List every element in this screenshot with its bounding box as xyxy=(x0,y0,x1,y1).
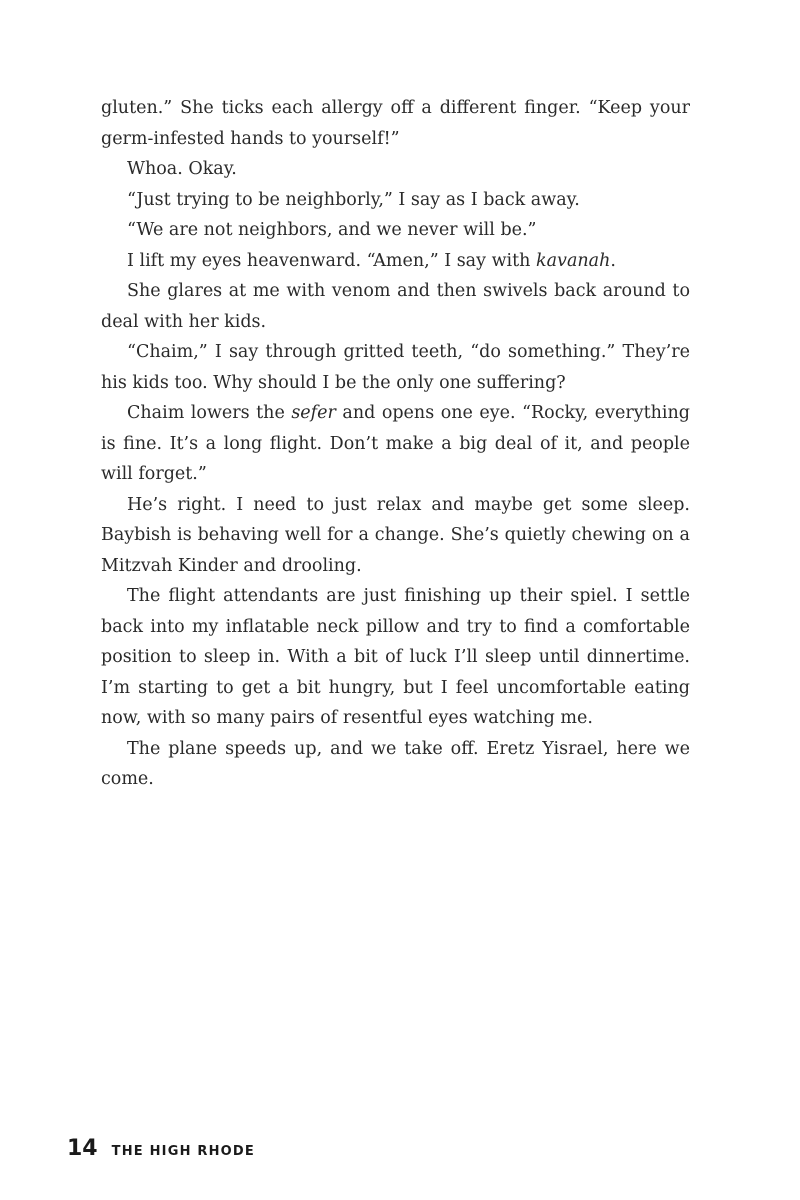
paragraph xyxy=(101,398,690,490)
paragraph xyxy=(101,185,690,216)
paragraph xyxy=(101,276,690,337)
paragraph xyxy=(101,734,690,795)
paragraph xyxy=(101,215,690,246)
text-run: Whoa. Okay. xyxy=(127,159,237,179)
text-run: gluten.” She ticks each allergy off a different finger. “Keep your germ-infested hands to yourself!” xyxy=(101,98,690,149)
text-run: The plane speeds up, and we take off. Eretz Yisrael, here we come. xyxy=(101,738,690,789)
paragraph xyxy=(101,154,690,185)
text-run: and opens one eye. “Rocky, everything is fine. It’s a long flight. Don’t make a big deal of it, and people will forget.” xyxy=(101,403,690,484)
italic-text: sefer xyxy=(291,403,336,423)
text-run: “Chaim,” I say through gritted teeth, “do something.” They’re his kids too. Why should I be the only one suffering? xyxy=(101,342,690,393)
running-head: THE HIGH RHODE xyxy=(111,1144,255,1159)
paragraph xyxy=(101,93,690,154)
body-text xyxy=(101,93,690,795)
text-run: The flight attendants are just finishing up their spiel. I settle back into my inflatable neck pillow and try to find a comfortable position to sleep in. With a bit of luck I’ll sleep until dinnertime. I’m starting to get a bit hungry, but I feel uncomfortable eating now, with so many pairs of resentful eyes watching me. xyxy=(101,586,690,728)
paragraph xyxy=(101,337,690,398)
text-run: He’s right. I need to just relax and maybe get some sleep. Baybish is behaving well for a change. She’s quietly chewing on a Mitzvah Kinder and drooling. xyxy=(101,494,690,576)
text-run: I lift my eyes heavenward. “Amen,” I say with xyxy=(127,250,537,271)
italic-text: kavanah xyxy=(536,250,611,271)
text-run: “Just trying to be neighborly,” I say as I back away. xyxy=(127,189,580,210)
paragraph xyxy=(101,246,690,277)
text-run: She glares at me with venom and then swivels back around to deal with her kids. xyxy=(101,281,690,332)
text-run: Chaim lowers the xyxy=(127,403,292,423)
page-footer xyxy=(67,1136,255,1166)
paragraph xyxy=(101,490,690,582)
text-run: “We are not neighbors, and we never will be.” xyxy=(127,220,537,240)
page-number: 14 xyxy=(67,1136,98,1161)
text-run: . xyxy=(610,250,616,271)
paragraph xyxy=(101,581,690,734)
